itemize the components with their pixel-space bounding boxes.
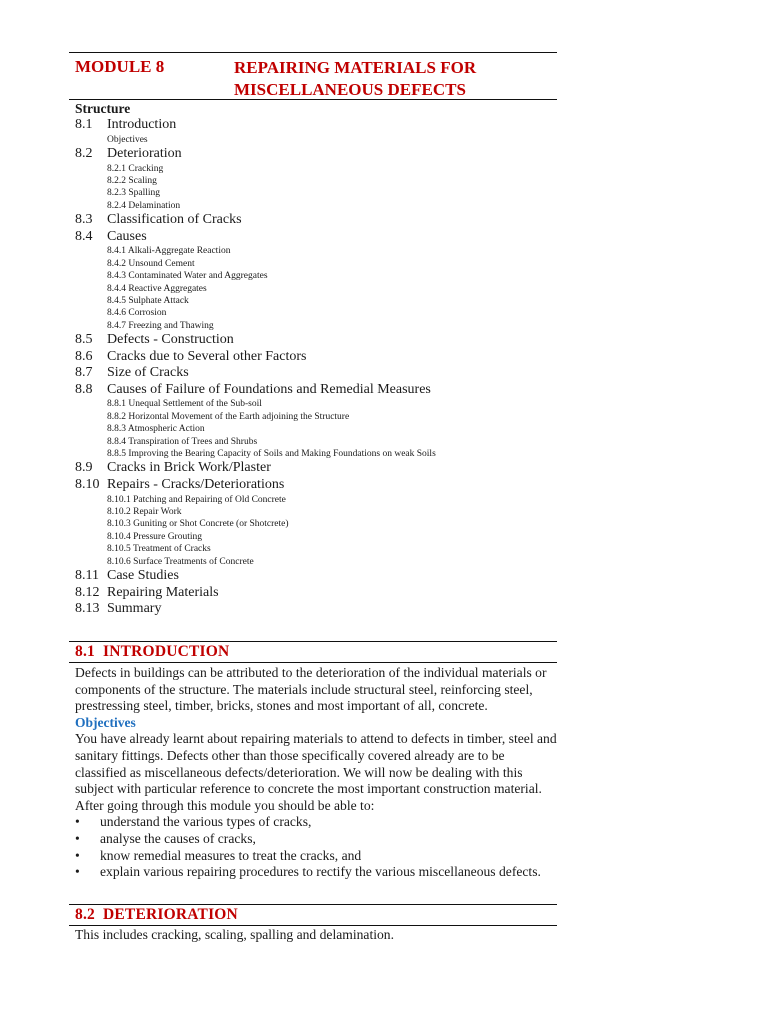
bullet-icon: • (75, 830, 80, 846)
toc-entry-title: Introduction (107, 117, 177, 132)
toc-entry-number: 8.10 (75, 476, 100, 492)
toc-subentry: 8.8.5 Improving the Bearing Capacity of Soils and Making Foundations on weak Soils (107, 449, 436, 459)
objectives-paragraph: You have already learnt about repairing materials to attend to defects in timber, steel and sanitary fittings. Defects other than those specifically covered already are to be classified as miscellaneous defects/deterioration. We will now be dealing with this subject with particular reference to concrete the most important construction material. After going through this module you should be able to: (75, 731, 557, 813)
toc-subentry: 8.4.4 Reactive Aggregates (107, 283, 207, 294)
objective-item (75, 864, 557, 881)
toc-subentry: 8.2.4 Delamination (107, 200, 181, 211)
toc-entry-title: Causes (107, 228, 147, 244)
toc-entry (75, 212, 555, 229)
toc-subentry: 8.4.7 Freezing and Thawing (107, 320, 214, 331)
toc-entry-number: 8.3 (75, 212, 93, 228)
deterioration-paragraph: This includes cracking, scaling, spalling and delamination. (75, 927, 394, 942)
objective-item (75, 814, 557, 831)
section-title: INTRODUCTION (103, 643, 230, 660)
toc-entry-title: Classification of Cracks (107, 212, 242, 228)
toc-subentry: 8.2.2 Scaling (107, 175, 157, 186)
introduction-body (75, 665, 557, 881)
objective-text: understand the various types of cracks, (100, 814, 312, 830)
toc-entry-number: 8.13 (75, 601, 100, 617)
toc-subentry: 8.8.2 Horizontal Movement of the Earth adjoining the Structure (107, 411, 350, 422)
toc-entry-title: Deterioration (107, 145, 182, 161)
toc-subentry: 8.8.3 Atmospheric Action (107, 424, 205, 435)
toc-subentry: 8.8.1 Unequal Settlement of the Sub-soil (107, 399, 262, 410)
toc-entry-number: 8.2 (75, 145, 93, 161)
toc-entry (75, 568, 555, 585)
toc-entry-number: 8.1 (75, 117, 93, 132)
toc-entry (75, 460, 555, 477)
toc-subentry: 8.10.3 Guniting or Shot Concrete (or Shotcrete) (107, 519, 289, 530)
section-number: 8.1 (75, 643, 95, 660)
section-top-rule (69, 904, 557, 905)
toc-entry-title: Repairing Materials (107, 584, 219, 600)
toc-entry-title: Cracks in Brick Work/Plaster (107, 460, 271, 476)
section-number: 8.2 (75, 906, 95, 923)
toc-heading: Structure (75, 101, 131, 116)
toc-entry-number: 8.11 (75, 567, 99, 583)
toc-subentry: 8.2.3 Spalling (107, 188, 161, 199)
toc-entry (75, 146, 555, 163)
objective-item (75, 848, 557, 865)
toc-entry (75, 365, 555, 382)
toc-subentry: 8.4.1 Alkali-Aggregate Reaction (107, 246, 231, 257)
toc-entry (75, 585, 555, 602)
objective-item (75, 831, 557, 848)
toc-subentry: 8.4.3 Contaminated Water and Aggregates (107, 271, 268, 282)
toc-subentry: 8.10.4 Pressure Grouting (107, 531, 202, 542)
toc-entry (75, 117, 555, 134)
toc-subentry: 8.10.1 Patching and Repairing of Old Concrete (107, 494, 286, 505)
toc-subentry: 8.4.6 Corrosion (107, 308, 167, 319)
toc-entry (75, 229, 555, 246)
toc-entry-number: 8.4 (75, 228, 93, 244)
toc-entry (75, 349, 555, 366)
toc-entry-title: Repairs - Cracks/Deteriorations (107, 476, 285, 492)
toc-entry-title: Cracks due to Several other Factors (107, 348, 307, 364)
bullet-icon: • (75, 814, 80, 830)
toc-subentry: 8.10.2 Repair Work (107, 506, 182, 517)
toc-subentry: 8.10.6 Surface Treatments of Concrete (107, 556, 254, 567)
toc-subentry: 8.8.4 Transpiration of Trees and Shrubs (107, 436, 258, 447)
toc-entry-title: Size of Cracks (107, 365, 189, 381)
section-heading (75, 643, 229, 661)
toc-entry-title: Defects - Construction (107, 332, 234, 348)
objective-text: know remedial measures to treat the cracks, and (100, 847, 362, 863)
toc-list (75, 117, 555, 618)
deterioration-body (75, 927, 557, 944)
toc-entry-number: 8.5 (75, 332, 93, 348)
toc-subentry: 8.10.5 Treatment of Cracks (107, 544, 211, 555)
intro-paragraph: Defects in buildings can be attributed to the deterioration of the individual materials or components of the structure. The materials include structural steel, reinforcing steel, prestressing steel, timber, bricks, stones and most important of all, concrete. (75, 665, 547, 714)
toc-entry-number: 8.9 (75, 460, 93, 476)
section-bottom-rule (69, 925, 557, 926)
bullet-icon: • (75, 864, 80, 880)
toc-entry-number: 8.6 (75, 348, 93, 364)
module-label: MODULE 8 (75, 57, 165, 76)
section-title: DETERIORATION (103, 906, 238, 923)
module-title (234, 57, 534, 101)
toc-entry-title: Summary (107, 601, 162, 617)
toc-entry (75, 332, 555, 349)
module-title-line-2: MISCELLANEOUS DEFECTS (234, 80, 466, 99)
section-top-rule (69, 641, 557, 642)
toc-subentry: 8.2.1 Cracking (107, 163, 164, 174)
toc-entry-number: 8.7 (75, 365, 93, 381)
objective-text: explain various repairing procedures to rectify the various miscellaneous defects. (100, 864, 541, 880)
toc-entry-title: Case Studies (107, 567, 179, 583)
section-heading (75, 906, 238, 924)
toc-entry (75, 382, 555, 399)
table-of-contents (75, 100, 555, 618)
toc-entry (75, 477, 555, 494)
objectives-list (75, 814, 557, 880)
objective-text: analyse the causes of cracks, (100, 830, 256, 846)
toc-subentry: Objectives (107, 134, 148, 145)
toc-entry (75, 601, 555, 618)
module-title-line-1: REPAIRING MATERIALS FOR (234, 58, 477, 77)
section-bottom-rule (69, 662, 557, 663)
toc-entry-number: 8.8 (75, 381, 93, 397)
header-top-rule (69, 52, 557, 53)
objectives-heading: Objectives (75, 714, 136, 730)
bullet-icon: • (75, 847, 80, 863)
toc-subentry: 8.4.2 Unsound Cement (107, 258, 195, 269)
toc-entry-number: 8.12 (75, 584, 100, 600)
toc-entry-title: Causes of Failure of Foundations and Remedial Measures (107, 381, 431, 397)
toc-subentry: 8.4.5 Sulphate Attack (107, 295, 189, 306)
